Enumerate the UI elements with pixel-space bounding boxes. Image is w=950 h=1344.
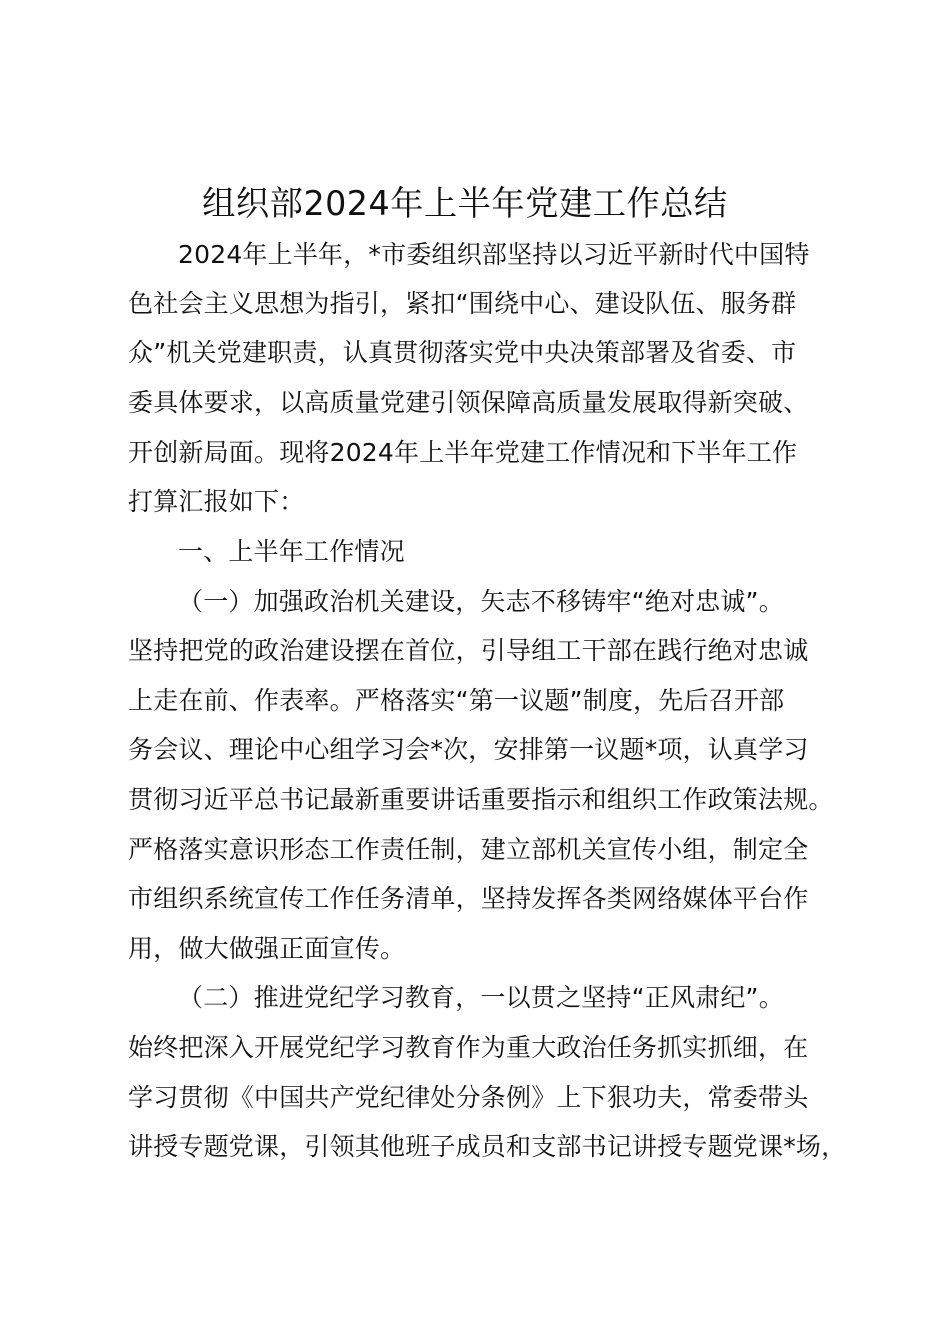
text-line: 色社会主义思想为指引，紧扣“围绕中心、建设队伍、服务群 xyxy=(128,289,797,318)
text-line: 始终把深入开展党纪学习教育作为重大政治任务抓实抓细，在 xyxy=(128,1033,809,1062)
text-line: 用，做大做强正面宣传。 xyxy=(128,934,406,963)
document-title: 组织部2024年上半年党建工作总结 xyxy=(202,184,728,224)
text-line: 贯彻习近平总书记最新重要讲话重要指示和组织工作政策法规。 xyxy=(128,785,834,814)
text-line: 开创新局面。现将2024年上半年党建工作情况和下半年工作 xyxy=(128,438,798,467)
text-line: 市组织系统宣传工作任务清单，坚持发挥各类网络媒体平台作 xyxy=(128,884,809,913)
text-line: 讲授专题党课，引领其他班子成员和支部书记讲授专题党课*场， xyxy=(128,1132,847,1161)
text-line: 打算汇报如下： xyxy=(128,487,305,516)
text-line: 众”机关党建职责，认真贯彻落实党中央决策部署及省委、市 xyxy=(128,338,797,367)
subsection-heading: （一）加强政治机关建设，矢志不移铸牢“绝对忠诚”。 xyxy=(178,587,784,616)
section-heading: 一、上半年工作情况 xyxy=(178,537,405,566)
text-line: 学习贯彻《中国共产党纪律处分条例》上下狠功夫，常委带头 xyxy=(128,1083,809,1112)
subsection-heading: （二）推进党纪学习教育，一以贯之坚持“正风肃纪”。 xyxy=(178,983,784,1012)
text-line: 务会议、理论中心组学习会*次，安排第一议题*项，认真学习 xyxy=(128,735,809,764)
text-line: 坚持把党的政治建设摆在首位，引导组工干部在践行绝对忠诚 xyxy=(128,636,809,665)
text-line: 上走在前、作表率。严格落实“第一议题”制度，先后召开部 xyxy=(128,686,785,715)
text-line: 2024年上半年，*市委组织部坚持以习近平新时代中国特 xyxy=(178,240,810,269)
text-line: 委具体要求，以高质量党建引领保障高质量发展取得新突破、 xyxy=(128,388,809,417)
text-line: 严格落实意识形态工作责任制，建立部机关宣传小组，制定全 xyxy=(128,835,809,864)
